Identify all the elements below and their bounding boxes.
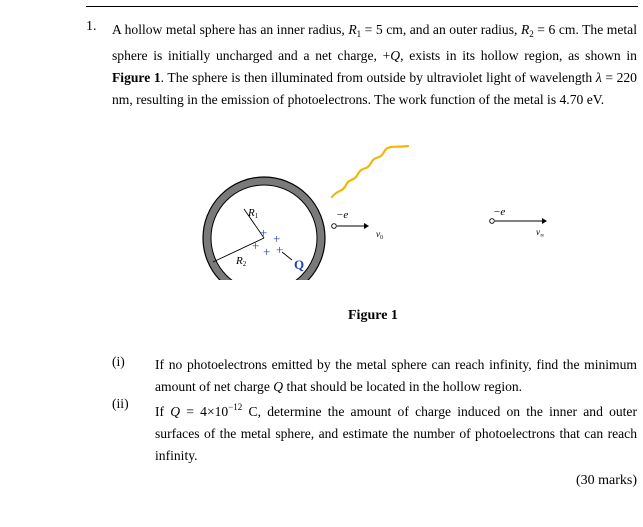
photoelectron-2 bbox=[490, 219, 495, 224]
part-i-text: If no photoelectrons emitted by the metal sphere can reach infinity, find the minimum amount of net charge Q that should be located in the hollow region. bbox=[155, 357, 637, 394]
figure-reference: Figure 1 bbox=[112, 70, 161, 85]
velocity-label-v0: $v_0$ bbox=[376, 229, 383, 241]
photoelectron-1 bbox=[332, 224, 337, 229]
ultraviolet-light-wave bbox=[332, 146, 408, 197]
electron-label-2: −e bbox=[493, 206, 506, 218]
figure-caption: Figure 1 bbox=[348, 308, 398, 323]
question-number: 1. bbox=[86, 19, 97, 34]
plus-charge: + bbox=[252, 238, 260, 253]
plus-charge: + bbox=[276, 242, 284, 257]
part-ii-number: (ii) bbox=[112, 396, 129, 411]
label-r2: R2 bbox=[236, 255, 247, 268]
part-ii-text: If $Q = 4\times 10^{-12}$ C, determine the amount of charge induced on the inner and outer surfaces of the metal sphere, and estimate the number of photoelectrons that can reach infinity. bbox=[155, 402, 637, 463]
marks-label: (30 marks) bbox=[575, 473, 637, 488]
plus-charge: + bbox=[260, 225, 268, 240]
label-r1: R1 bbox=[248, 207, 259, 220]
part-i-number: (i) bbox=[112, 354, 125, 369]
figure-1-diagram bbox=[196, 140, 576, 280]
velocity-label-vinf: $v_\infty$ bbox=[536, 227, 545, 239]
top-rule bbox=[86, 6, 638, 7]
electron-label-1: −e bbox=[336, 209, 349, 221]
question-text: A hollow metal sphere has an inner radius, $R_1 = 5$ cm, and an outer radius, $R_2 = 6$ cm. The metal sphere is initially uncharged and a net charge, +Q, exists in its hollow region, as shown in Figure 1. The sphere is then illuminated from outside by ultraviolet light of wavelength λ = 220 nm, resulting in the emission of photoelectrons. The work function of the metal is 4.70 eV. bbox=[112, 22, 637, 107]
plus-charge: + bbox=[263, 244, 271, 259]
label-q: Q bbox=[294, 257, 305, 272]
plus-charge: + bbox=[273, 231, 281, 246]
